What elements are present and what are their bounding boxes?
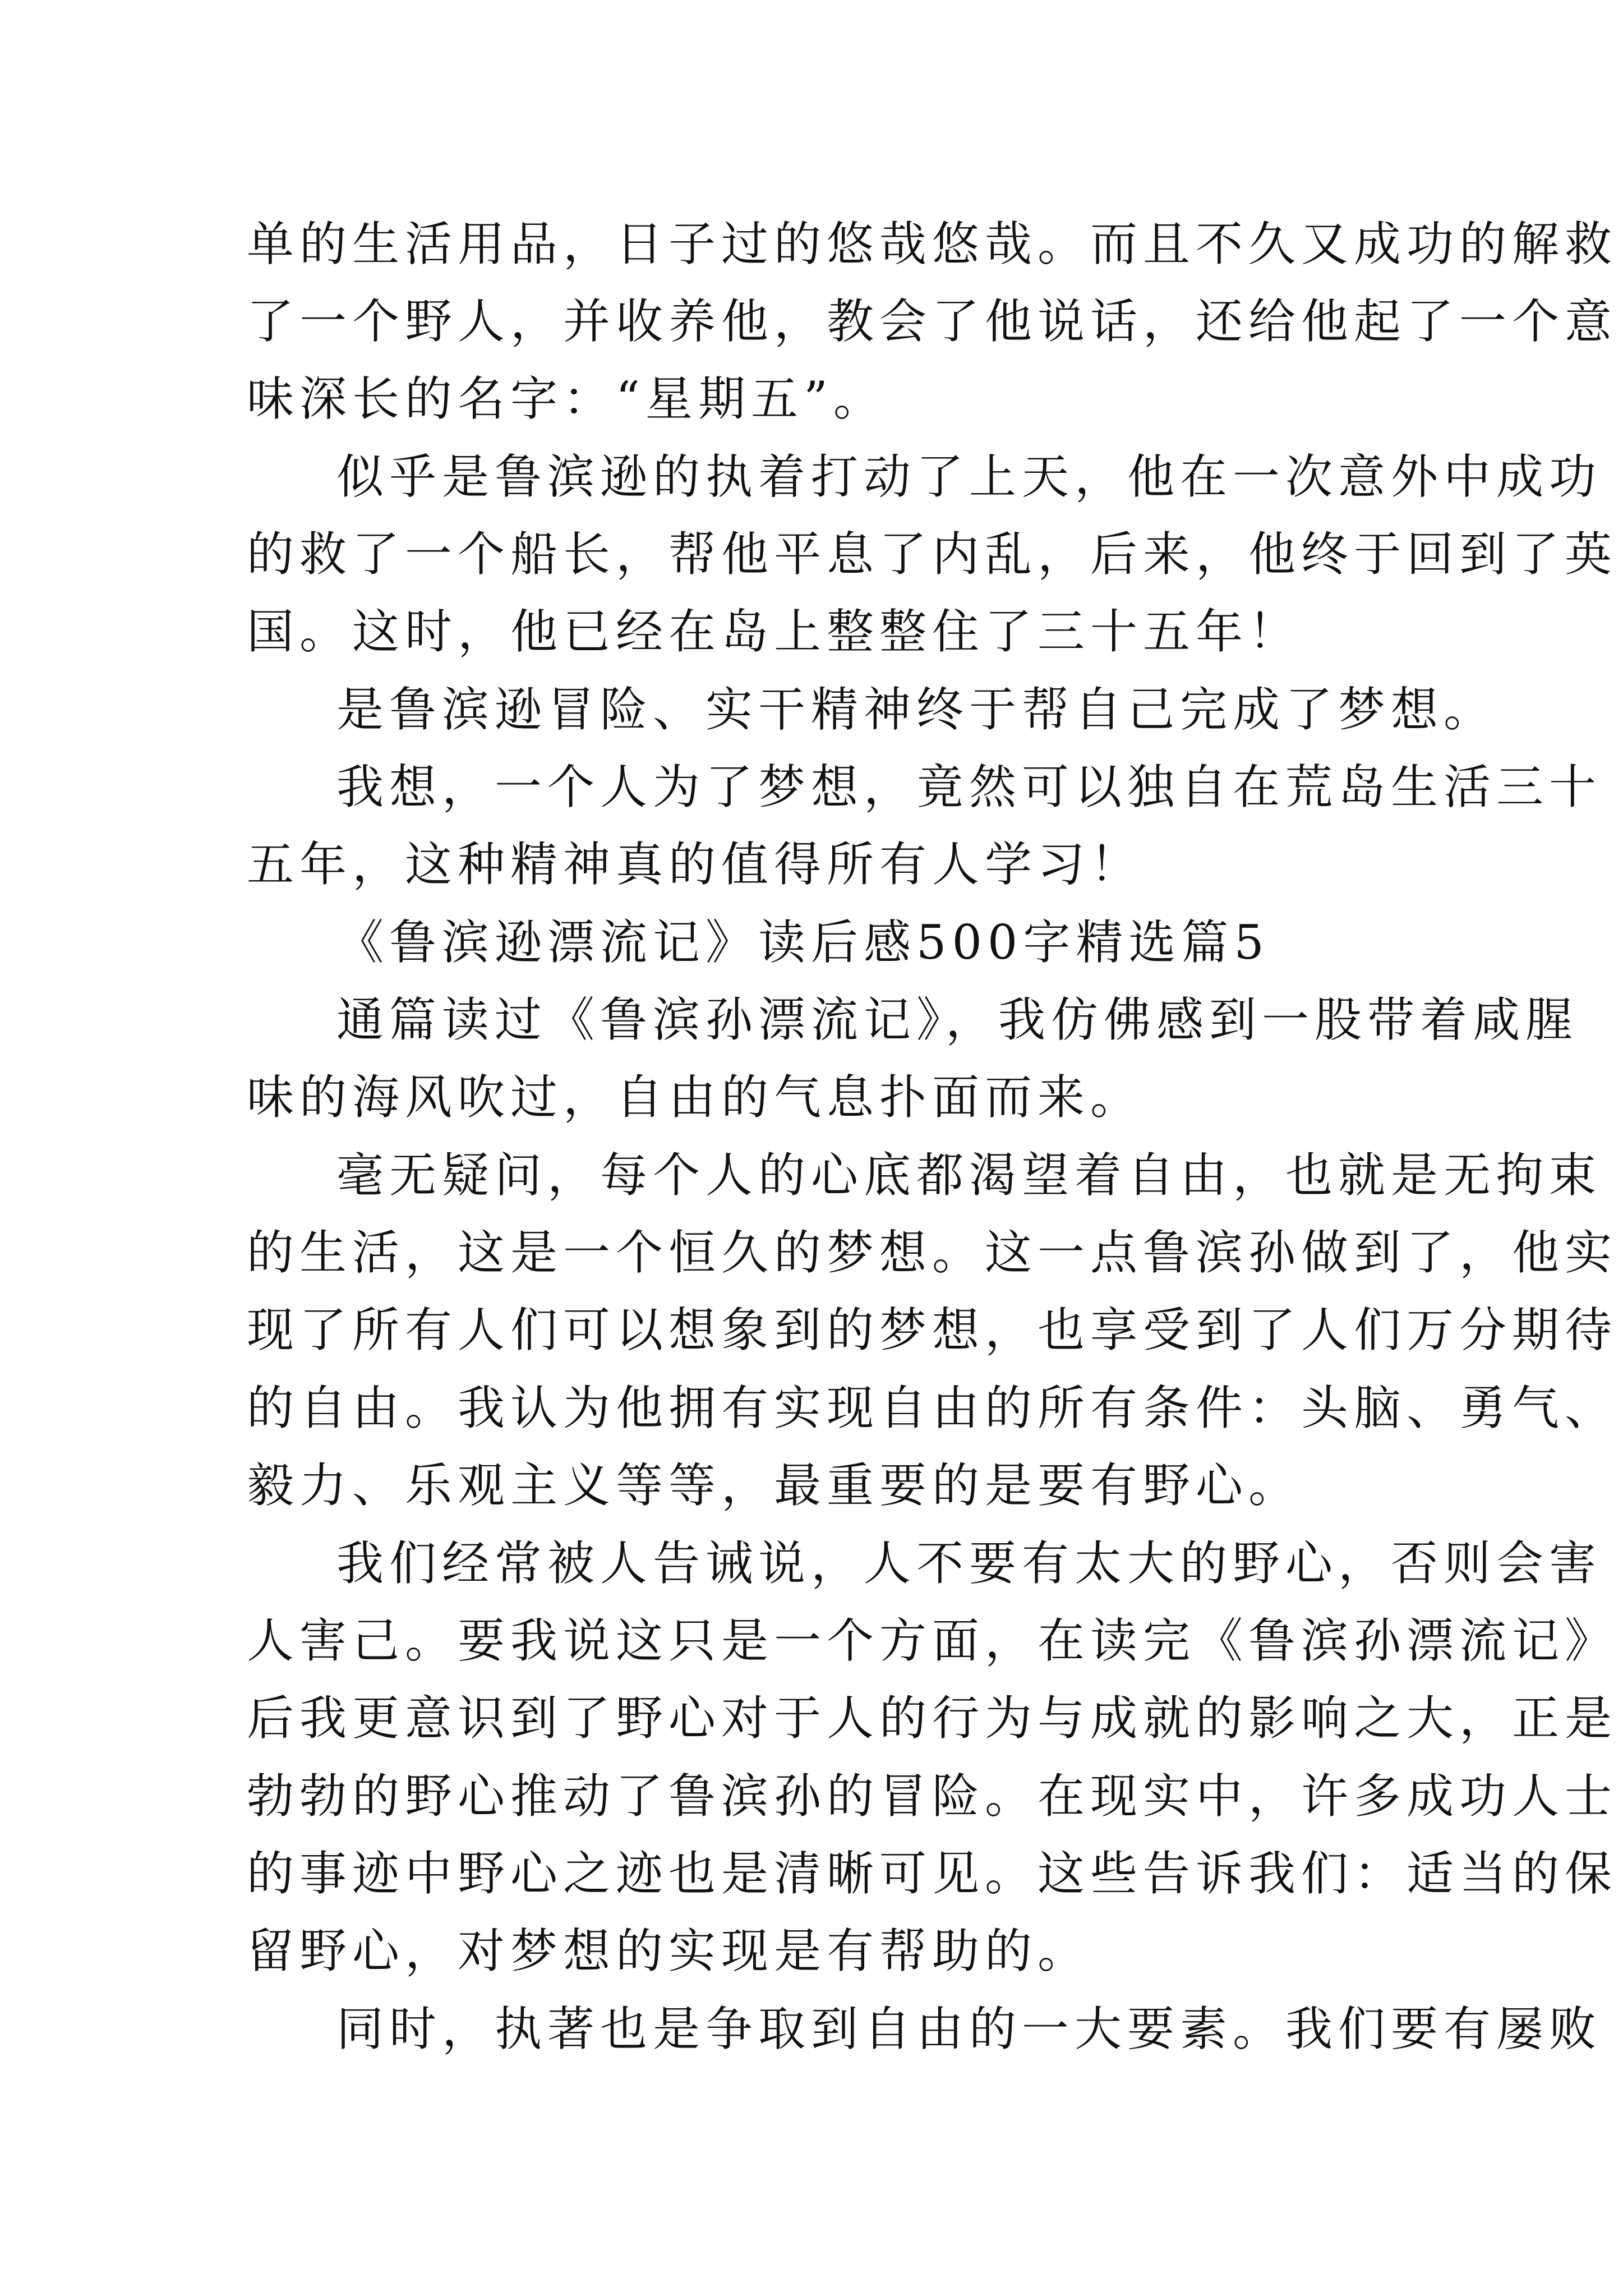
paragraph-line: 的事迹中野心之迹也是清晰可见。这些告诉我们：适当的保: [247, 1846, 1618, 1901]
paragraph-line: 五年，这种精神真的值得所有人学习！: [247, 837, 1144, 892]
paragraph-line: 了一个野人，并收养他，教会了他说话，还给他起了一个意: [247, 294, 1618, 349]
paragraph-line: 味深长的名字：“星期五”。: [247, 371, 886, 426]
paragraph-line: 的自由。我认为他拥有实现自由的所有条件：头脑、勇气、: [247, 1381, 1618, 1435]
paragraph-line: 国。这时，他已经在岛上整整住了三十五年！: [247, 604, 1302, 659]
paragraph-line: 单的生活用品，日子过的悠哉悠哉。而且不久又成功的解救: [247, 217, 1618, 272]
paragraph-line: 的救了一个船长，帮他平息了内乱，后来，他终于回到了英: [247, 527, 1618, 582]
paragraph-line: 后我更意识到了野心对于人的行为与成就的影响之大，正是: [247, 1691, 1618, 1746]
section-heading: 《鲁滨逊漂流记》读后感500字精选篇5: [336, 915, 1270, 970]
paragraph-line: 味的海风吹过，自由的气息扑面而来。: [247, 1070, 1144, 1125]
paragraph-line: 勃勃的野心推动了鲁滨孙的冒险。在现实中，许多成功人士: [247, 1769, 1618, 1824]
paragraph-line: 毫无疑问，每个人的心底都渴望着自由，也就是无拘束: [336, 1148, 1602, 1203]
paragraph-line: 现了所有人们可以想象到的梦想，也享受到了人们万分期待: [247, 1303, 1618, 1358]
paragraph-line: 我们经常被人告诫说，人不要有太大的野心，否则会害: [336, 1536, 1602, 1591]
paragraph-line: 留野心，对梦想的实现是有帮助的。: [247, 1924, 1091, 1978]
paragraph-line: 我想，一个人为了梦想，竟然可以独自在荒岛生活三十: [336, 760, 1602, 815]
paragraph-line: 人害己。要我说这只是一个方面，在读完《鲁滨孙漂流记》: [247, 1613, 1618, 1668]
paragraph-line: 是鲁滨逊冒险、实干精神终于帮自己完成了梦想。: [336, 682, 1497, 737]
paragraph-line: 的生活，这是一个恒久的梦想。这一点鲁滨孙做到了，他实: [247, 1225, 1618, 1280]
paragraph-line: 通篇读过《鲁滨孙漂流记》，我仿佛感到一股带着咸腥: [336, 992, 1579, 1047]
paragraph-line: 同时，执著也是争取到自由的一大要素。我们要有屡败: [336, 2001, 1602, 2056]
paragraph-line: 毅力、乐观主义等等，最重要的是要有野心。: [247, 1458, 1302, 1513]
paragraph-line: 似乎是鲁滨逊的执着打动了上天，他在一次意外中成功: [336, 449, 1602, 504]
